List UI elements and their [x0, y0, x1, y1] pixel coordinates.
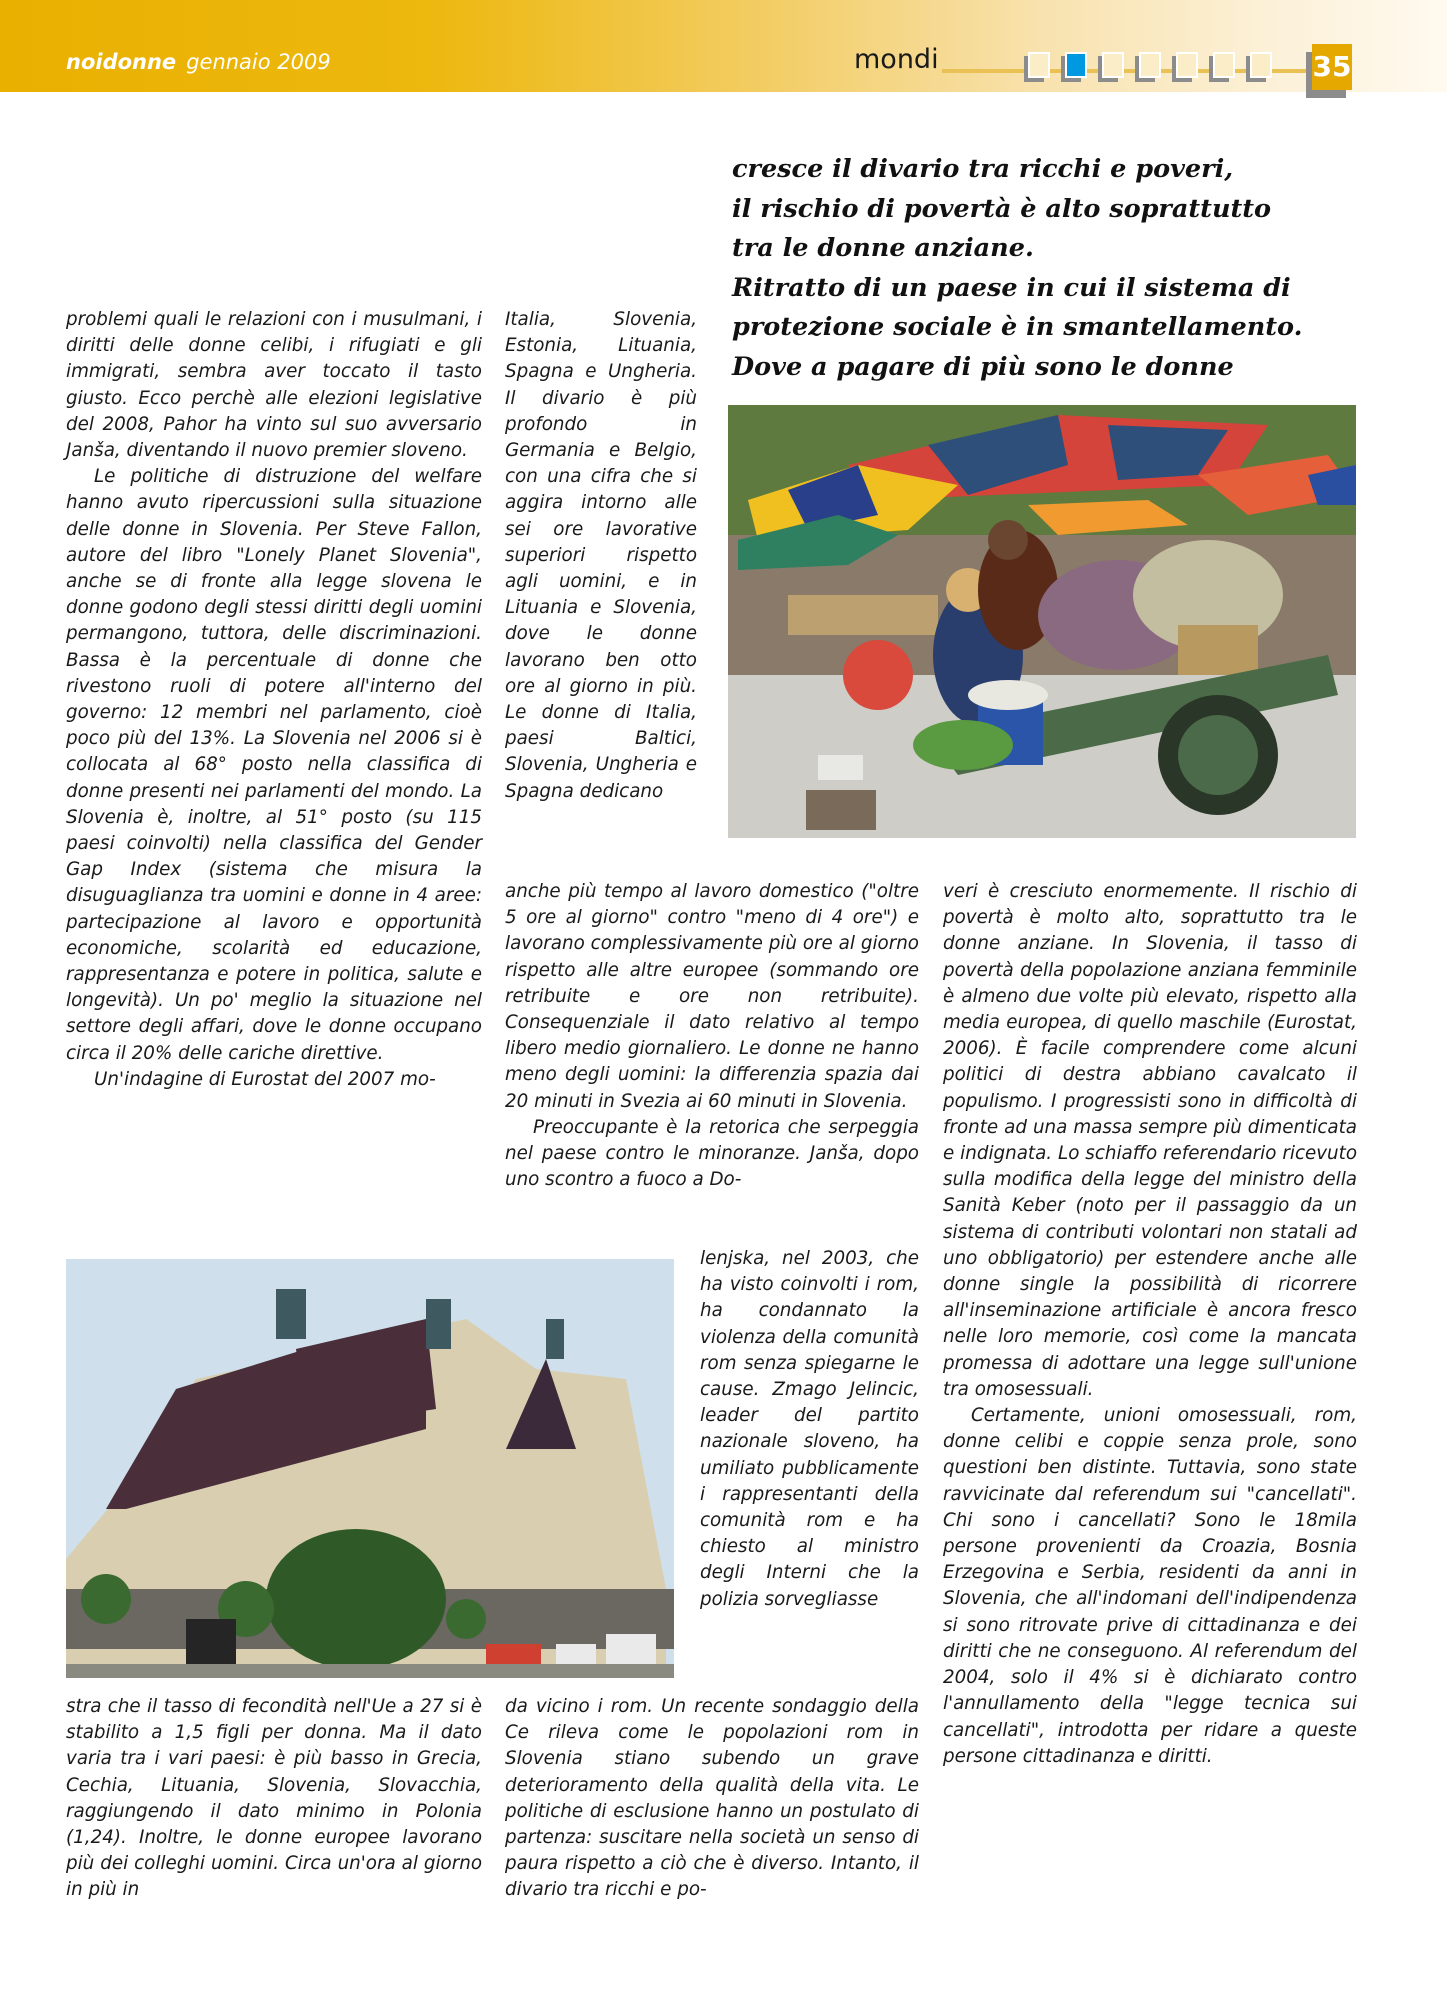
paragraph: Certamente, unioni omosessuali, rom, donne celibi e coppie senza prole, sono questioni ben distinte. Tuttavia, sono state ravvicinate dal referendum sui "cancellati". Chi sono i cancellati? Sono le 18mila persone provenienti da Croazia, Bosnia Erzegovina e Serbia, residenti da anni in Slovenia, che all'indomani dell'indipendenza si sono ritrovate prive di cittadinanza e dei diritti che ne conseguono. Al referendum del 2004, solo il 4% si è dichiarato contro l'annullamento della "legge tecnica sui cancellati", introdotta per ridare a queste persone cittadinanza e diritti. [943, 1405, 1357, 1767]
magazine-info [66, 50, 331, 74]
page-header [0, 0, 1447, 92]
paragraph: anche più tempo al lavoro domestico ("oltre 5 ore al giorno" contro "meno di 4 ore") e lavorano complessivamente più ore al giorno rispetto alle altre europee (sommando ore retribuite e ore non retribuite). Consequenziale il dato relativo al tempo libero medio giornaliero. Le donne ne hanno meno degli uomini: la differenzia spazia dai 20 minuti in Svezia ai 60 minuti in Slovenia. [505, 881, 919, 1112]
paragraph: da vicino i rom. Un recente sondaggio della Ce rileva come le popolazioni rom in Slovenia stiano subendo un grave deterioramento della qualità della vita. Le politiche di esclusione hanno un postulato di partenza: suscitare nella società un senso di paura rispetto a ciò che è diverso. Intanto, il divario tra ricchi e po- [505, 1696, 919, 1901]
headline-line: Ritratto di un paese in cui il sistema di [732, 272, 1291, 303]
paragraph: Le politiche di distruzione del welfare hanno avuto ripercussioni sulla situazione delle donne in Slovenia. Per Steve Fallon, autore del libro "Lonely Planet Slovenia", anche se di fronte alla legge slovena le donne godono degli stessi diritti degli uomini permangono, tuttora, delle discriminazioni. Bassa è la percentuale di donne che rivestono ruoli di potere all'interno del governo: 12 membri nel parlamento, cioè poco più del 13%. La Slovenia nel 2006 si è collocata al 68° posto nella classifica di donne presenti nei parlamenti del mondo. La Slovenia è, inoltre, al 51° posto (su 115 paesi coinvolti) nella classifica del Gender Gap Index (sistema che misura la disuguaglianza tra uomini e donne in 4 aree: partecipazione al lavoro e opportunità economiche, scolarità ed educazione, rappresentanza e potere in politica, salute e longevità). Un po' meglio la situazione nel settore degli affari, dove le donne occupano circa il 20% delle cariche direttive. [66, 466, 482, 1064]
square [1139, 52, 1161, 78]
section-title: mondi [854, 44, 939, 75]
headline-line: il rischio di povertà è alto soprattutto [732, 193, 1272, 224]
column-2-bottom [505, 1694, 919, 1904]
page-number: 35 [1312, 44, 1352, 90]
paragraph: Un'indagine di Eurostat del 2007 mo- [94, 1068, 436, 1090]
active-square [1065, 52, 1087, 78]
paragraph: problemi quali le relazioni con i musulmani, i diritti delle donne celibi, i rifugiati e gli immigrati, sembra aver toccato il tasto giusto. Ecco perchè alle elezioni legislative del 2008, Pahor ha vinto sul suo avversario Janša, diventando il nuovo premier sloveno. [66, 309, 482, 462]
square [1028, 52, 1050, 78]
column-3 [943, 879, 1357, 1770]
column-1-bottom [66, 1694, 482, 1904]
paragraph: veri è cresciuto enormemente. Il rischio di povertà è molto alto, soprattutto tra le donne anziane. In Slovenia, il tasso di povertà della popolazione anziana femminile è almeno due volte più elevato, rispetto alla media europea, di quello maschile (Eurostat, 2006). È facile comprendere come alcuni politici di destra abbiano cavalcato il populismo. I progressisti sono in difficoltà di fronte ad una massa sempre più dimenticata e indignata. Lo schiaffo referendario ricevuto sulla modifica della legge del ministro della Sanità Keber (noto per il passaggio da un sistema di contributi volontari non statali ad uno obbligatorio) per estendere anche alle donne single la possibilità di ricorrere all'inseminazione artificiale è ancora fresco nelle loro memorie, così come la mancata promessa di adottare una legge sull'unione tra omosessuali. [943, 881, 1357, 1400]
column-2-wide [505, 879, 919, 1193]
column-1-top [66, 307, 482, 1093]
paragraph: Italia, Slovenia, Estonia, Lituania, Spagna e Ungheria. Il divario è più profondo in Germania e Belgio, con una cifra che si aggira intorno alle sei ore lavorative superiori rispetto agli uomini, e in Lituania e Slovenia, dove le donne lavorano ben otto ore al giorno in più. Le donne di Italia, paesi Baltici, Slovenia, Ungheria e Spagna dedicano [505, 309, 697, 802]
square [1213, 52, 1235, 78]
square [1250, 52, 1272, 78]
square [1102, 52, 1124, 78]
headline [732, 150, 1372, 387]
square [1176, 52, 1198, 78]
headline-line: protezione sociale è in smantellamento. [732, 312, 1303, 342]
market-photo [728, 405, 1356, 838]
column-2-narrow-bottom [700, 1246, 919, 1613]
column-2-narrow-top [505, 307, 697, 805]
paragraph: Preoccupante è la retorica che serpeggia nel paese contro le minoranze. Janša, dopo uno scontro a fuoco a Do- [505, 1116, 919, 1191]
paragraph: lenjska, nel 2003, che ha visto coinvolti i rom, ha condannato la violenza della comunità rom senza spiegarne le cause. Zmago Jelincic, leader del partito nazionale sloveno, ha umiliato pubblicamente i rappresentanti della comunità rom e ha chiesto al ministro degli Interni che la polizia sorvegliasse [700, 1248, 919, 1610]
headline-line: tra le donne anziane. [732, 233, 1034, 263]
headline-line: Dove a pagare di più sono le donne [732, 351, 1234, 382]
issue-date: gennaio 2009 [186, 50, 331, 74]
headline-line: cresce il divario tra ricchi e poveri, [732, 154, 1234, 184]
magazine-name: noidonne [66, 50, 177, 74]
building-photo [66, 1259, 674, 1678]
paragraph: stra che il tasso di fecondità nell'Ue a 27 si è stabilito a 1,5 figli per donna. Ma il dato varia tra i vari paesi: è più basso in Grecia, Cechia, Lituania, Slovenia, Slovacchia, raggiungendo il dato minimo in Polonia (1,24). Inoltre, le donne europee lavorano più dei colleghi uomini. Circa un'ora al giorno in più in [66, 1696, 482, 1901]
